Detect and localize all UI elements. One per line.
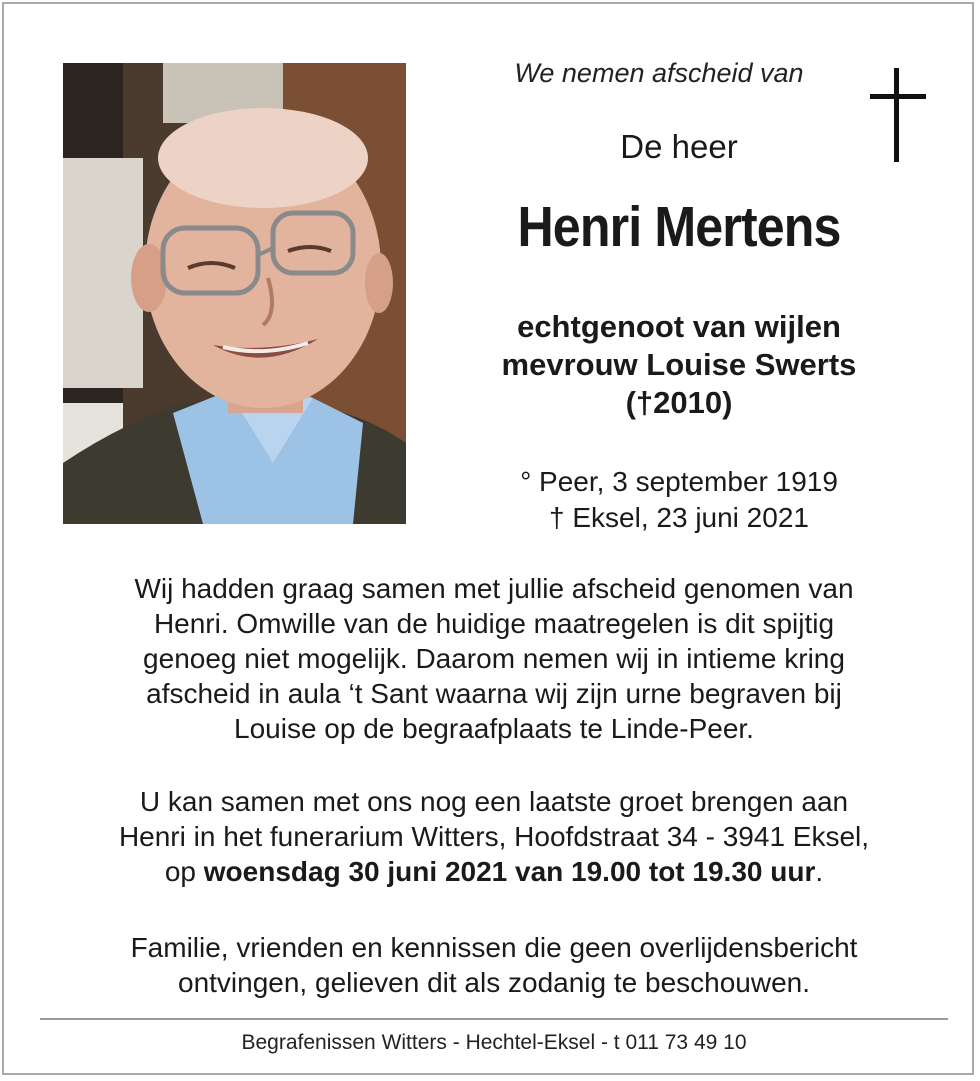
notice-line: ontvingen, gelieven dit als zodanig te beschouwen.	[178, 967, 810, 998]
intro-line: We nemen afscheid van	[514, 58, 804, 88]
message-line: Louise op de begraafplaats te Linde-Peer.	[234, 713, 754, 744]
visitation-paragraph	[44, 784, 944, 889]
spouse-line: mevrouw Louise Swerts	[501, 347, 857, 382]
message-paragraph	[44, 571, 944, 746]
message-line: Wij hadden graag samen met jullie afscheid genomen van	[134, 573, 854, 604]
visitation-suffix: .	[815, 856, 824, 887]
portrait-illustration	[63, 63, 406, 524]
notice-line: Familie, vrienden en kennissen die geen overlijdensbericht	[130, 932, 858, 963]
portrait-photo	[63, 63, 406, 524]
notice-paragraph	[44, 930, 944, 1000]
spouse-line: (†2010)	[625, 385, 733, 420]
life-dates	[414, 464, 944, 536]
deceased-name: Henri Mertens	[517, 195, 841, 259]
spouse-line: echtgenoot van wijlen	[517, 309, 841, 344]
message-line: afscheid in aula ‘t Sant waarna wij zijn urne begraven bij	[146, 678, 842, 709]
visitation-line	[44, 854, 944, 889]
visitation-prefix: op	[164, 856, 204, 887]
visitation-line: Henri in het funerarium Witters, Hoofdstraat 34 - 3941 Eksel,	[118, 821, 870, 852]
visitation-line: U kan samen met ons nog een laatste groet brengen aan	[139, 786, 849, 817]
spouse-info	[414, 308, 944, 422]
footer-divider	[40, 1018, 948, 1020]
birth-date: ° Peer, 3 september 1919	[520, 466, 838, 497]
message-line: genoeg niet mogelijk. Daarom nemen wij in intieme kring	[143, 643, 845, 674]
visitation-datetime: woensdag 30 juni 2021 van 19.00 tot 19.30 uur	[203, 856, 816, 887]
funeral-home-footer: Begrafenissen Witters - Hechtel-Eksel - t 011 73 49 10	[241, 1031, 747, 1054]
message-line: Henri. Omwille van de huidige maatregelen is dit spijtig	[153, 608, 835, 639]
cross-horizontal-bar	[870, 94, 926, 99]
obituary-card	[2, 2, 974, 1075]
death-date: † Eksel, 23 juni 2021	[549, 502, 809, 533]
salutation: De heer	[620, 128, 738, 165]
